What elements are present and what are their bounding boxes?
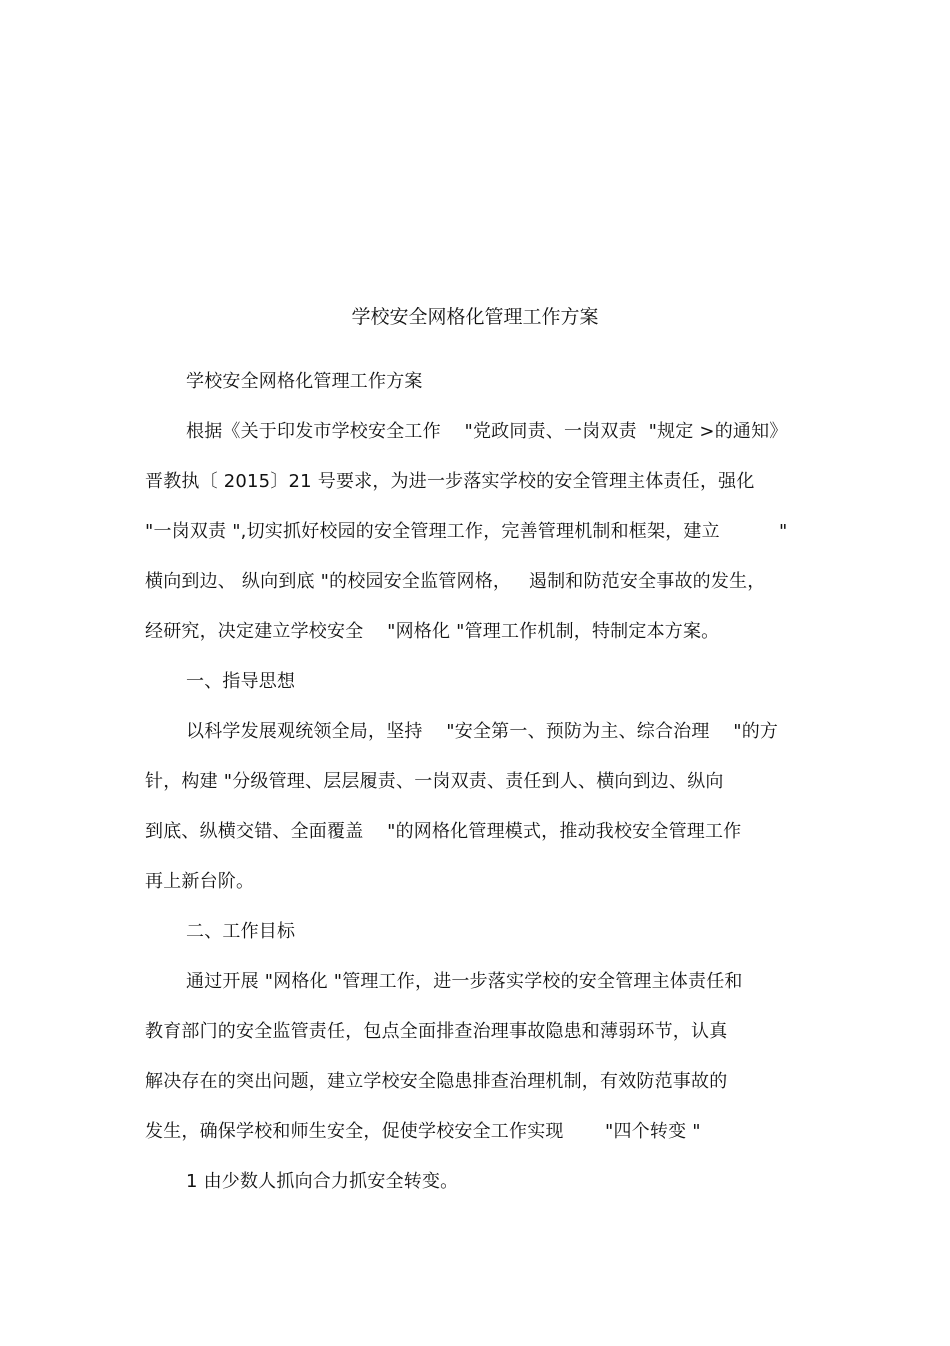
body-line: 到底、纵横交错、全面覆盖 "的网格化管理模式，推动我校安全管理工作 — [145, 821, 742, 842]
body-line: 以科学发展观统领全局，坚持 "安全第一、预防为主、综合治理 "的方 — [186, 721, 779, 742]
body-line: 教育部门的安全监管责任，包点全面排查治理事故隐患和薄弱环节，认真 — [145, 1021, 728, 1042]
body-line: 解决存在的突出问题，建立学校安全隐患排查治理机制，有效防范事故的 — [145, 1071, 728, 1092]
section-heading: 一、指导思想 — [186, 671, 296, 692]
page-title: 学校安全网格化管理工作方案 — [351, 306, 599, 328]
body-line: 经研究，决定建立学校安全 "网格化 "管理工作机制，特制定本方案。 — [145, 621, 720, 642]
list-item: 1 由少数人抓向合力抓安全转变。 — [186, 1171, 459, 1192]
body-line: 横向到边、 纵向到底 "的校园安全监管网格， 遏制和防范安全事故的发生， — [145, 571, 766, 592]
section-heading: 二、工作目标 — [186, 921, 296, 942]
body-line: "一岗双责 ",切实抓好校园的安全管理工作，完善管理机制和框架，建立 " — [145, 521, 788, 542]
body-line: 根据《关于印发市学校安全工作 "党政同责、一岗双责 "规定 >的通知》 — [186, 421, 788, 442]
body-line: 再上新台阶。 — [145, 871, 255, 892]
subtitle-line: 学校安全网格化管理工作方案 — [186, 371, 423, 392]
body-line: 针，构建 "分级管理、层层履责、一岗双责、责任到人、横向到边、纵向 — [145, 771, 724, 792]
body-line: 通过开展 "网格化 "管理工作，进一步落实学校的安全管理主体责任和 — [186, 971, 743, 992]
body-line: 发生，确保学校和师生安全，促使学校安全工作实现 "四个转变 " — [145, 1121, 701, 1142]
body-line: 晋教执〔 2015〕21 号要求，为进一步落实学校的安全管理主体责任，强化 — [145, 471, 755, 492]
